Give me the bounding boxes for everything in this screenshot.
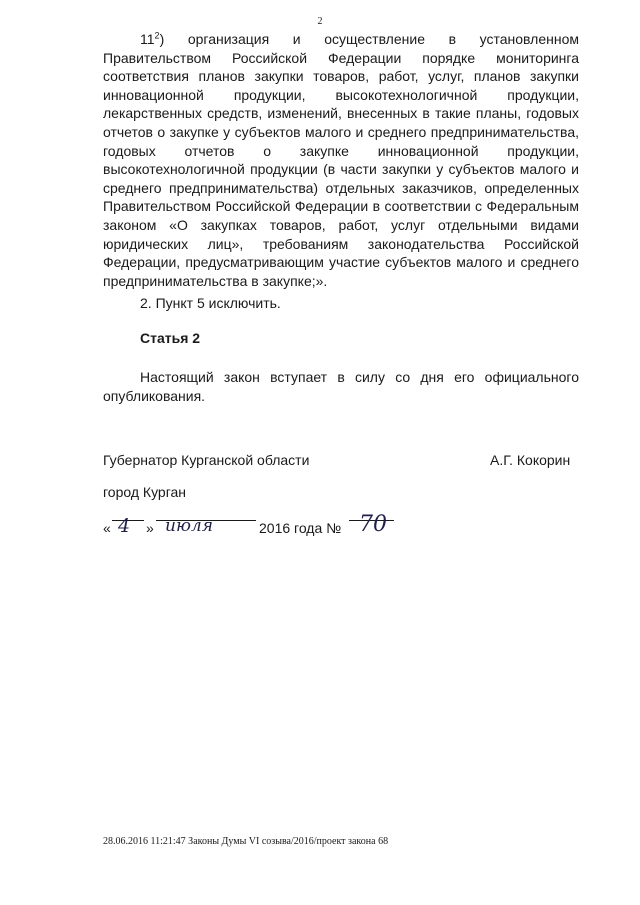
- date-year: 2016 года №: [259, 520, 342, 536]
- article-text: Настоящий закон вступает в силу со дня его официального опубликования.: [103, 369, 579, 404]
- governor-name: А.Г. Кокорин: [490, 452, 571, 468]
- footer-stamp: 28.06.2016 11:21:47 Законы Думы VI созыва/2016/проект закона 68: [103, 836, 389, 847]
- amendment-text: ) организация и осуществление в установленном Правительством Российской Федерации порядке мониторинга соответствия планов закупки товаров, работ, услуг, планов закупки инновационной продукции, высокотехнологичной продукции, лекарственных средств, изменений, внесенных в такие планы, годовых отчетов о закупке у субъектов малого и среднего предпринимательства, годовых отчетов о закупке инновационной продукции, высокотехнологичной продукции (в части закупки у субъектов малого и среднего предпринимательства) отдельных заказчиков, определенных Правительством Российской Федерации в соответствии с Федеральным законом «О закупках товаров, работ, услуг отдельными видами юридических лиц», требованиям законодательства Российской Федерации, предусматривающим участие субъектов малого и среднего предпринимательства в закупке;».: [103, 31, 579, 289]
- date-day: 4: [118, 515, 131, 537]
- date-month: июля: [165, 516, 213, 536]
- article-paragraph: [103, 368, 579, 405]
- amendment-item-2: 2. Пункт 5 исключить.: [140, 295, 281, 311]
- item-number: 11: [140, 31, 155, 47]
- city-name: город Курган: [103, 484, 187, 500]
- article-heading: Статья 2: [140, 330, 201, 346]
- date-line: [103, 514, 423, 542]
- amendment-paragraph: [103, 30, 579, 290]
- item-superscript: 2: [154, 30, 160, 41]
- governor-title: Губернатор Курганской области: [103, 452, 310, 468]
- date-close-quote: »: [146, 520, 154, 536]
- page-number: 2: [317, 16, 323, 27]
- date-open-quote: «: [103, 520, 111, 536]
- law-number: 70: [359, 512, 387, 537]
